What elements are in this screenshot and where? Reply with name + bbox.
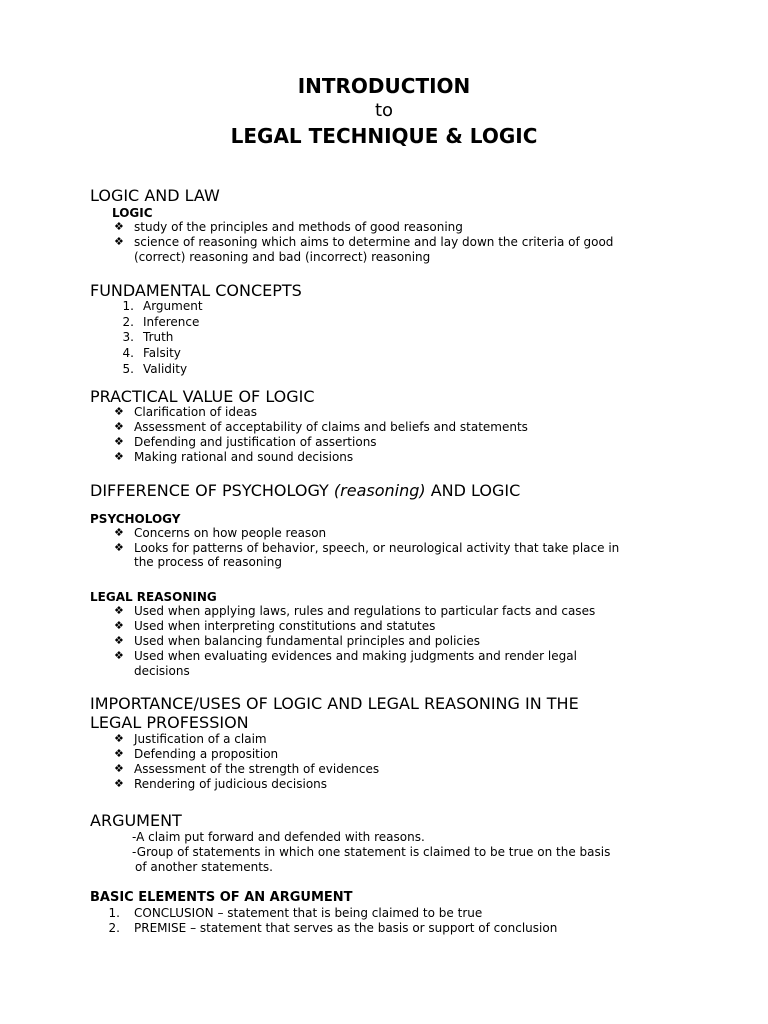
section-heading-logic-and-law: LOGIC AND LAW (90, 186, 220, 205)
list-number: 2. (108, 921, 120, 935)
bullet-icon: ❖ (114, 649, 124, 662)
bullet-icon: ❖ (114, 435, 124, 448)
subheading-logic: LOGIC (112, 206, 153, 220)
list-number: 4. (122, 346, 134, 360)
definition-line: -A claim put forward and defended with reasons. (132, 830, 425, 844)
list-item-continuation: (correct) reasoning and bad (incorrect) reasoning (134, 250, 431, 264)
subheading-psychology: PSYCHOLOGY (90, 512, 181, 526)
section-heading-fundamental-concepts: FUNDAMENTAL CONCEPTS (90, 281, 302, 300)
heading-text: DIFFERENCE OF PSYCHOLOGY (90, 481, 334, 500)
bullet-icon: ❖ (114, 450, 124, 463)
bullet-icon: ❖ (114, 405, 124, 418)
list-item: Truth (143, 330, 174, 344)
heading-text: AND LOGIC (425, 481, 521, 500)
bullet-icon: ❖ (114, 634, 124, 647)
section-heading-practical-value: PRACTICAL VALUE OF LOGIC (90, 387, 315, 406)
bullet-icon: ❖ (114, 541, 124, 554)
list-item: Falsity (143, 346, 181, 360)
list-item: CONCLUSION – statement that is being claimed to be true (134, 906, 483, 920)
heading-italic-text: (reasoning) (333, 481, 426, 500)
list-number: 5. (122, 362, 134, 376)
list-item: Clarification of ideas (134, 405, 257, 419)
bullet-icon: ❖ (114, 777, 124, 790)
subheading-basic-elements: BASIC ELEMENTS OF AN ARGUMENT (90, 890, 353, 905)
list-item: study of the principles and methods of good reasoning (134, 220, 463, 234)
list-item: Used when balancing fundamental principles and policies (134, 634, 481, 648)
list-item: Justification of a claim (134, 732, 267, 746)
list-item: Assessment of the strength of evidences (134, 762, 380, 776)
list-item: Used when interpreting constitutions and statutes (134, 619, 436, 633)
section-heading-importance: IMPORTANCE/USES OF LOGIC AND LEGAL REASONING IN THE (90, 694, 579, 713)
list-item: Rendering of judicious decisions (134, 777, 328, 791)
list-number: 1. (108, 906, 120, 920)
list-item: Defending a proposition (134, 747, 279, 761)
bullet-icon: ❖ (114, 526, 124, 539)
doc-title-connector: to (374, 100, 394, 121)
section-heading-difference (90, 481, 520, 500)
doc-title: INTRODUCTION (297, 74, 471, 98)
list-item-continuation: the process of reasoning (134, 555, 282, 569)
list-number: 3. (122, 330, 134, 344)
doc-subtitle: LEGAL TECHNIQUE & LOGIC (230, 124, 538, 148)
bullet-icon: ❖ (114, 732, 124, 745)
bullet-icon: ❖ (114, 762, 124, 775)
subheading-legal-reasoning: LEGAL REASONING (90, 590, 217, 604)
list-item: Used when evaluating evidences and making judgments and render legal (134, 649, 577, 663)
list-number: 1. (122, 299, 134, 313)
bullet-icon: ❖ (114, 420, 124, 433)
list-item: Inference (143, 315, 200, 329)
bullet-icon: ❖ (114, 604, 124, 617)
list-item: Argument (143, 299, 203, 313)
list-number: 2. (122, 315, 134, 329)
list-item: Used when applying laws, rules and regulations to particular facts and cases (134, 604, 596, 618)
list-item: science of reasoning which aims to determine and lay down the criteria of good (134, 235, 614, 249)
bullet-icon: ❖ (114, 220, 124, 233)
list-item: Validity (143, 362, 188, 376)
definition-line-continuation: of another statements. (135, 860, 273, 874)
section-heading-importance-cont: LEGAL PROFESSION (90, 713, 249, 732)
section-heading-argument: ARGUMENT (90, 811, 182, 830)
definition-line: -Group of statements in which one statement is claimed to be true on the basis (132, 845, 611, 859)
bullet-icon: ❖ (114, 619, 124, 632)
list-item: Concerns on how people reason (134, 526, 327, 540)
bullet-icon: ❖ (114, 747, 124, 760)
list-item: Assessment of acceptability of claims and beliefs and statements (134, 420, 528, 434)
list-item: Looks for patterns of behavior, speech, or neurological activity that take place in (134, 541, 620, 555)
list-item: Making rational and sound decisions (134, 450, 354, 464)
list-item: PREMISE – statement that serves as the basis or support of conclusion (134, 921, 558, 935)
list-item: Defending and justification of assertions (134, 435, 377, 449)
list-item-continuation: decisions (134, 664, 190, 678)
bullet-icon: ❖ (114, 235, 124, 248)
